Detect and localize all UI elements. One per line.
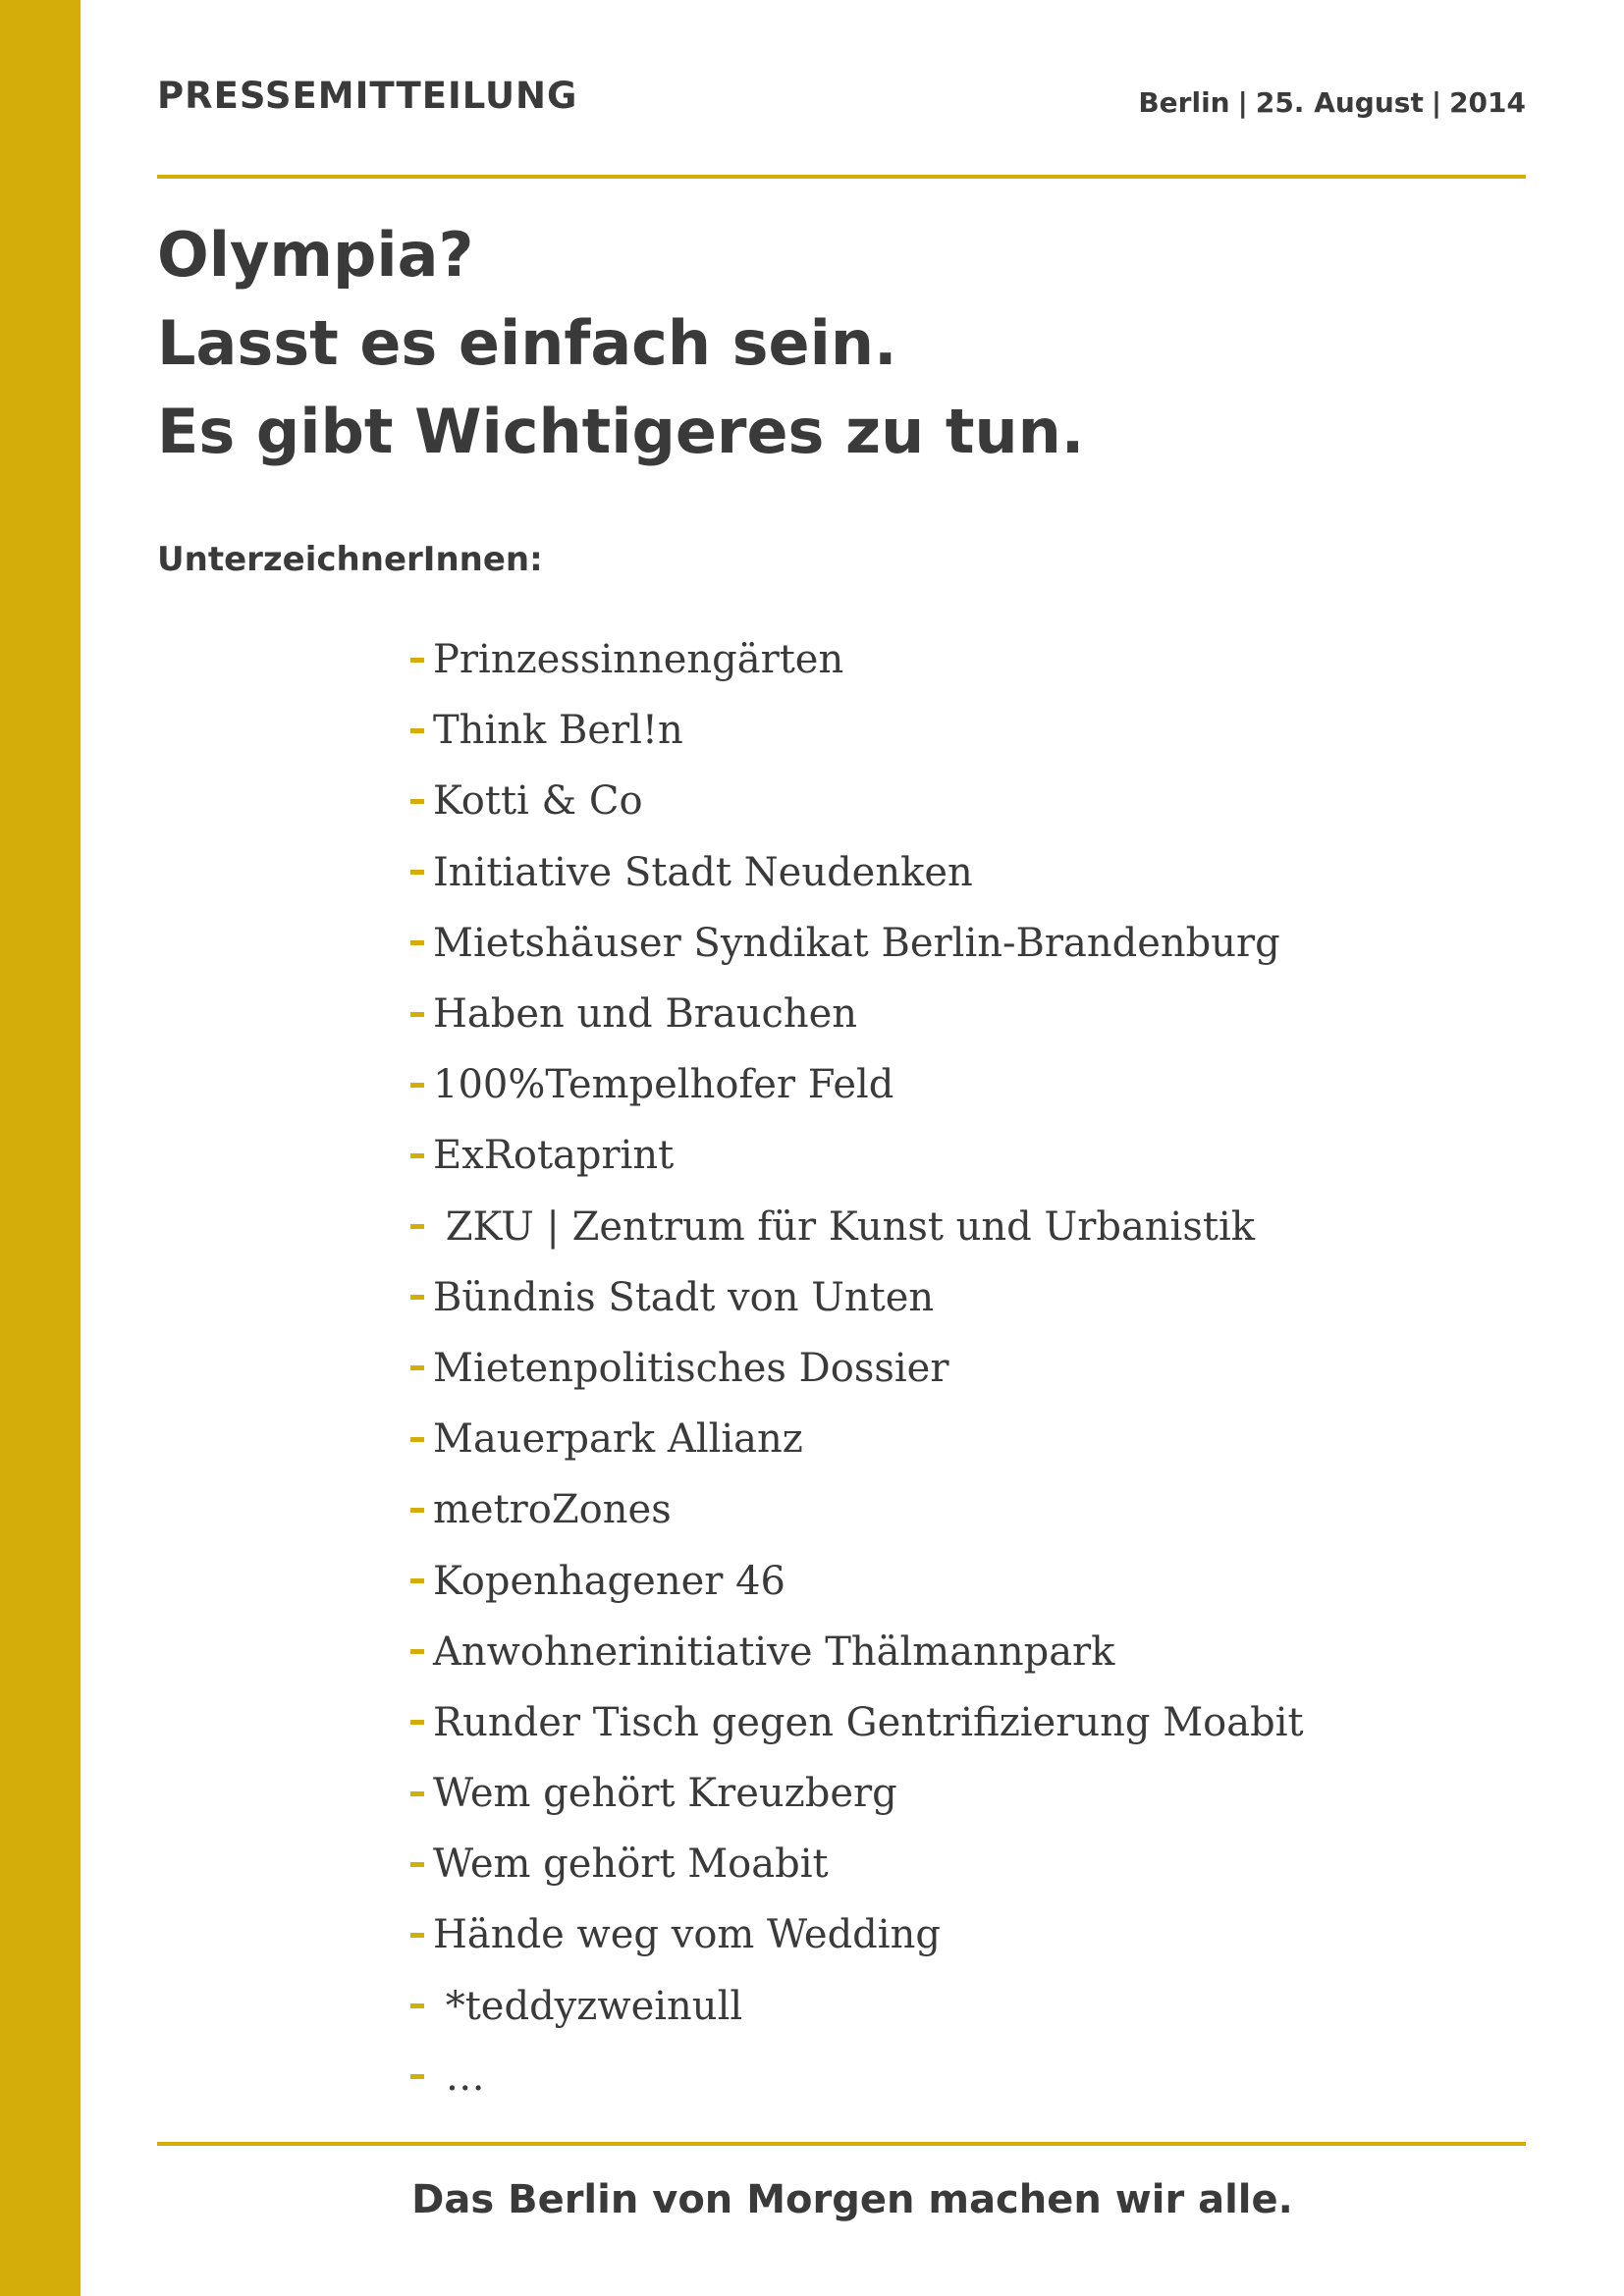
list-item: [410, 766, 1304, 836]
list-item: [410, 1617, 1304, 1687]
signer-name: Think Berl!n: [433, 708, 683, 754]
bullet-dash: [410, 870, 424, 875]
signer-name: Wem gehört Kreuzberg: [433, 1771, 897, 1817]
bullet-dash: [410, 1508, 424, 1513]
list-item: [410, 908, 1304, 979]
bullet-dash: [410, 658, 424, 663]
date-day: 25. August: [1255, 86, 1424, 119]
bullet-dash: [410, 940, 424, 945]
signer-name: *teddyzweinull: [433, 1983, 743, 2029]
date-separator: |: [1431, 86, 1442, 119]
list-item: [410, 1120, 1304, 1191]
list-item: [410, 624, 1304, 695]
list-item: [410, 837, 1304, 908]
signer-name: Mietenpolitisches Dossier: [433, 1345, 949, 1391]
bullet-dash: [410, 1224, 424, 1229]
headline-line-3: Es gibt Wichtigeres zu tun.: [157, 396, 1085, 467]
date-year: 2014: [1449, 86, 1526, 119]
list-item: [410, 1971, 1304, 2042]
list-item: [410, 1687, 1304, 1758]
headline: [157, 211, 1084, 476]
list-item: [410, 1545, 1304, 1616]
bullet-dash: [410, 1720, 424, 1725]
signers-heading: UnterzeichnerInnen:: [157, 540, 543, 579]
bullet-dash: [410, 1862, 424, 1867]
signer-name: Bündnis Stadt von Unten: [433, 1274, 935, 1320]
footer-slogan: Das Berlin von Morgen machen wir alle.: [411, 2177, 1293, 2222]
bottom-divider: [157, 2142, 1526, 2146]
bullet-dash: [410, 1437, 424, 1442]
signer-name: …: [433, 2054, 485, 2100]
signers-list: [410, 624, 1304, 2112]
list-item: [410, 1262, 1304, 1333]
headline-line-1: Olympia?: [157, 219, 474, 291]
signer-name: ZKU | Zentrum für Kunst und Urbanistik: [433, 1203, 1255, 1250]
signer-name: Mauerpark Allianz: [433, 1416, 803, 1463]
bullet-dash: [410, 1933, 424, 1938]
date-city: Berlin: [1138, 86, 1230, 119]
bullet-dash: [410, 1649, 424, 1654]
bullet-dash: [410, 1083, 424, 1088]
bullet-dash: [410, 1295, 424, 1300]
list-item: [410, 1899, 1304, 1970]
signer-name: Wem gehört Moabit: [433, 1842, 829, 1888]
signer-name: metroZones: [433, 1487, 672, 1533]
top-divider: [157, 175, 1526, 179]
list-item: [410, 2042, 1304, 2112]
signer-name: Anwohnerinitiative Thälmannpark: [433, 1629, 1115, 1675]
list-item: [410, 1474, 1304, 1545]
bullet-dash: [410, 1578, 424, 1583]
list-item: [410, 1758, 1304, 1829]
side-accent-bar: [0, 0, 81, 2296]
signer-name: Kotti & Co: [433, 778, 643, 825]
date-line: [1138, 86, 1526, 119]
signer-name: Initiative Stadt Neudenken: [433, 849, 973, 895]
bullet-dash: [410, 728, 424, 733]
list-item: [410, 1829, 1304, 1899]
signer-name: Hände weg vom Wedding: [433, 1912, 941, 1958]
bullet-dash: [410, 1791, 424, 1796]
signer-name: Haben und Brauchen: [433, 991, 858, 1038]
signer-name: Prinzessinnengärten: [433, 637, 844, 683]
headline-line-2: Lasst es einfach sein.: [157, 307, 897, 379]
bullet-dash: [410, 1365, 424, 1370]
signer-name: Kopenhagener 46: [433, 1558, 785, 1604]
signer-name: ExRotaprint: [433, 1133, 675, 1179]
signer-name: 100%Tempelhofer Feld: [433, 1062, 894, 1108]
bullet-dash: [410, 2074, 424, 2079]
list-item: [410, 1404, 1304, 1474]
signer-name: Mietshäuser Syndikat Berlin-Brandenburg: [433, 920, 1280, 966]
bullet-dash: [410, 2003, 424, 2008]
list-item: [410, 1049, 1304, 1120]
list-item: [410, 1192, 1304, 1262]
bullet-dash: [410, 1153, 424, 1158]
document-type-label: PRESSEMITTEILUNG: [157, 75, 578, 117]
date-separator: |: [1237, 86, 1248, 119]
bullet-dash: [410, 1012, 424, 1017]
list-item: [410, 695, 1304, 766]
signer-name: Runder Tisch gegen Gentrifizierung Moabit: [433, 1699, 1304, 1745]
list-item: [410, 1333, 1304, 1404]
bullet-dash: [410, 799, 424, 804]
list-item: [410, 979, 1304, 1049]
